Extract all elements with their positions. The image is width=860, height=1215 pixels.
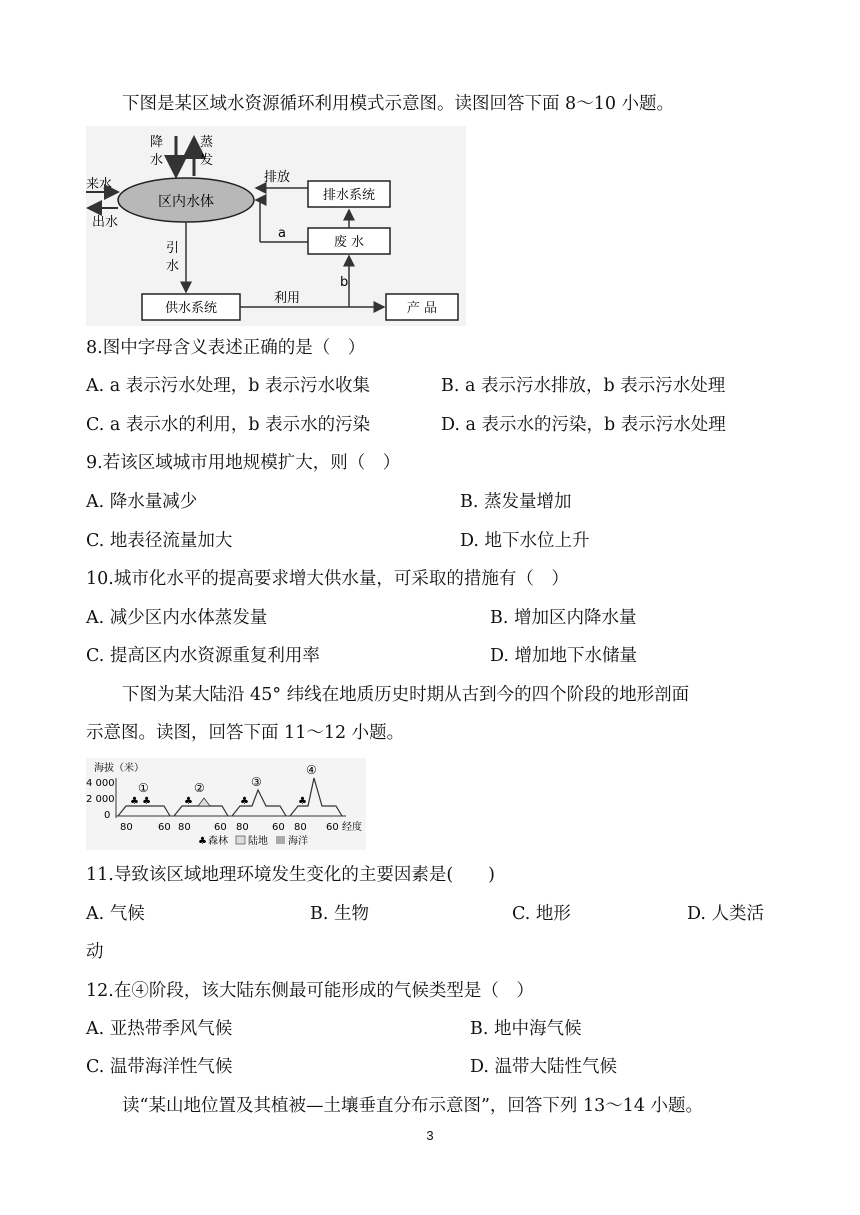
lon-unit: 经度 [342, 822, 362, 833]
question-9-option-d: D. 地下水位上升 [460, 531, 590, 551]
question-11-option-d: D. 人类活 [687, 904, 765, 924]
page-number: 3 [426, 1128, 434, 1143]
question-8-option-c: C. a 表示水的利用，b 表示水的污染 [86, 415, 371, 435]
legend-sea: 海洋 [288, 836, 308, 847]
precip-label-2: 水 [150, 153, 164, 168]
lon-80-c: 80 [236, 822, 249, 833]
question-11-option-d-cont: 动 [86, 942, 104, 962]
question-8-option-b: B. a 表示污水排放，b 表示污水处理 [441, 376, 726, 396]
question-10-option-d: D. 增加地下水储量 [490, 646, 638, 666]
svg-text:③: ③ [251, 775, 262, 789]
wastewater-label: 废 水 [333, 235, 365, 250]
question-8-stem: 8.图中字母含义表述正确的是（ ） [86, 338, 366, 358]
water-body-label: 区内水体 [158, 194, 214, 210]
svg-text:④: ④ [306, 763, 317, 777]
lon-60-c: 60 [272, 822, 285, 833]
y-axis-title: 海拔（米） [94, 763, 144, 774]
question-11-stem: 11.导致该区域地理环境发生变化的主要因素是( ) [86, 865, 495, 885]
question-11-option-b: B. 生物 [310, 904, 369, 924]
lon-60-a: 60 [158, 822, 171, 833]
svg-text:♣: ♣ [184, 796, 193, 807]
question-10-option-c: C. 提高区内水资源重复利用率 [86, 646, 320, 666]
question-11-option-c: C. 地形 [512, 904, 571, 924]
svg-text:♣ ♣: ♣ ♣ [130, 796, 152, 807]
lon-80-d: 80 [294, 822, 307, 833]
lon-80-b: 80 [178, 822, 191, 833]
supply-label: 供水系统 [164, 301, 218, 316]
question-12-stem: 12.在④阶段，该大陆东侧最可能形成的气候类型是（ ） [86, 981, 534, 1001]
question-12-option-b: B. 地中海气候 [470, 1019, 582, 1039]
question-9-option-a: A. 降水量减少 [86, 492, 198, 512]
legend-sea-swatch [276, 836, 285, 844]
question-10-option-a: A. 减少区内水体蒸发量 [86, 608, 268, 628]
precip-label-1: 降 [150, 135, 164, 150]
question-11-option-a: A. 气候 [86, 904, 145, 924]
svg-text:♣: ♣ [298, 796, 307, 807]
inflow-label: 来水 [86, 177, 113, 192]
question-12-option-a: A. 亚热带季风气候 [86, 1019, 233, 1039]
legend-forest: 森林 [208, 836, 228, 847]
discharge-label: 排放 [264, 170, 291, 185]
intake-label-1: 引 [166, 241, 180, 256]
question-8-option-d: D. a 表示水的污染，b 表示污水处理 [441, 415, 726, 435]
question-9-option-b: B. 蒸发量增加 [460, 492, 572, 512]
y-tick-0: 0 [104, 810, 111, 821]
question-10-stem: 10.城市化水平的提高要求增大供水量，可采取的措施有（ ） [86, 569, 569, 589]
legend-forest-symbol: ♣ [198, 836, 207, 847]
legend-land-swatch [236, 836, 245, 844]
drainage-label: 排水系统 [322, 188, 376, 203]
intro-text-2-line-1: 下图为某大陆沿 45° 纬线在地质历史时期从古到今的四个阶段的地形剖面 [122, 685, 690, 705]
svg-text:①: ① [138, 781, 149, 795]
product-label: 产 品 [406, 301, 438, 316]
intro-text-2-line-2: 示意图。读图，回答下面 11～12 小题。 [86, 723, 405, 743]
question-10-option-b: B. 增加区内降水量 [490, 608, 637, 628]
question-12-option-c: C. 温带海洋性气候 [86, 1057, 233, 1077]
y-tick-2000: 2 000 [86, 794, 115, 805]
intake-label-2: 水 [166, 259, 180, 274]
water-cycle-diagram [86, 126, 466, 326]
lon-60-b: 60 [214, 822, 227, 833]
label-a: a [278, 226, 286, 241]
evap-label-2: 发 [200, 153, 214, 168]
y-tick-4000: 4 000 [86, 778, 115, 789]
evap-label-1: 蒸 [200, 135, 214, 150]
terrain-profile-diagram [86, 758, 366, 850]
svg-text:②: ② [194, 781, 205, 795]
question-8-option-a: A. a 表示污水处理，b 表示污水收集 [86, 376, 371, 396]
question-9-option-c: C. 地表径流量加大 [86, 531, 233, 551]
intro-text-1: 下图是某区域水资源循环利用模式示意图。读图回答下面 8～10 小题。 [122, 94, 675, 114]
question-12-option-d: D. 温带大陆性气候 [470, 1057, 618, 1077]
lon-80-a: 80 [120, 822, 133, 833]
intro-text-3: 读“某山地位置及其植被—土壤垂直分布示意图”，回答下列 13～14 小题。 [122, 1096, 704, 1116]
legend-land: 陆地 [248, 836, 268, 847]
outflow-label: 出水 [92, 215, 119, 230]
use-label: 利用 [274, 291, 301, 306]
lon-60-d: 60 [326, 822, 339, 833]
svg-text:♣: ♣ [240, 796, 249, 807]
label-b: b [340, 275, 349, 290]
question-9-stem: 9.若该区域城市用地规模扩大，则（ ） [86, 453, 401, 473]
